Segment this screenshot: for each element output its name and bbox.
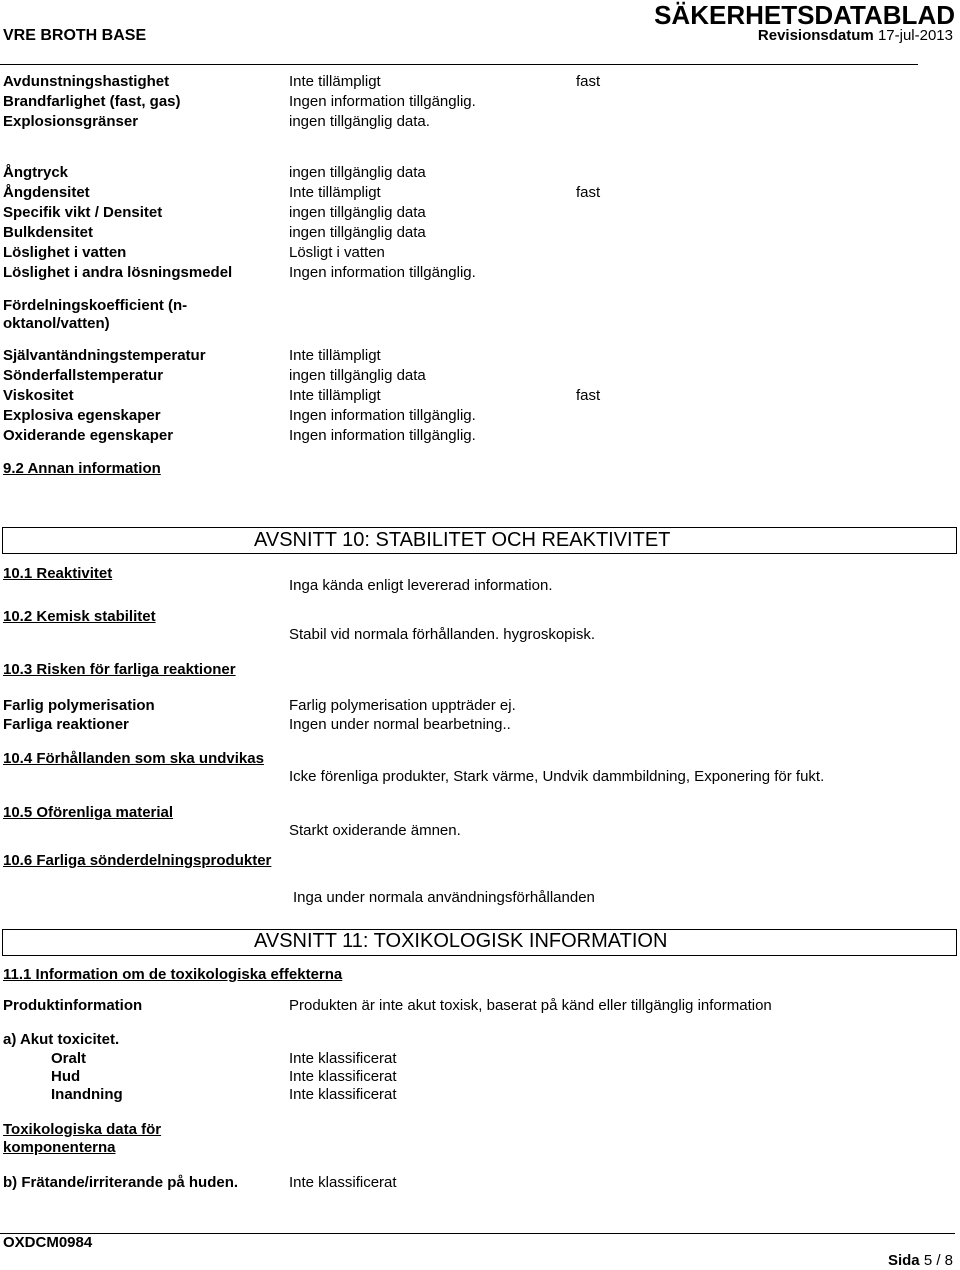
other-info-heading: 9.2 Annan information [3, 460, 161, 477]
prop-extra: fast [576, 73, 601, 90]
prop-label: Bulkdensitet [3, 224, 94, 241]
partition-coefficient-label: Fördelningskoefficient (n- [3, 297, 188, 314]
prop-value: Inte tillämpligt [289, 387, 381, 404]
page-number [888, 1252, 953, 1270]
prop-label: Explosionsgränser [3, 113, 139, 130]
route-label: Inandning [51, 1086, 123, 1103]
prop-label: Specifik vikt / Densitet [3, 204, 163, 221]
section11-title: AVSNITT 11: TOXIKOLOGISK INFORMATION [254, 930, 668, 952]
section10-title: AVSNITT 10: STABILITET OCH REAKTIVITET [254, 529, 671, 551]
stability-text: Stabil vid normala förhållanden. hygroskopisk. [289, 626, 595, 643]
route-label: Hud [51, 1068, 81, 1085]
prop-value: Inte tillämpligt [289, 347, 381, 364]
prop-value: Ingen information tillgänglig. [289, 407, 476, 424]
conditions-avoid-text: Icke förenliga produkter, Stark värme, Undvik dammbildning, Exponering för fukt. [289, 768, 825, 785]
document-code: OXDCM0984 [3, 1234, 93, 1251]
product-info-label: Produktinformation [3, 997, 143, 1014]
prop-label: Självantändningstemperatur [3, 347, 206, 364]
document-title: SÄKERHETSDATABLAD [654, 0, 955, 30]
prop-value: ingen tillgänglig data [289, 204, 426, 221]
prop-extra: fast [576, 184, 601, 201]
incompatible-materials-heading: 10.5 Oförenliga material [3, 804, 174, 821]
stability-heading: 10.2 Kemisk stabilitet [3, 608, 156, 625]
route-value: Inte klassificerat [289, 1068, 397, 1085]
prop-label: Sönderfallstemperatur [3, 367, 164, 384]
component-data-heading-cont: komponenterna [3, 1139, 116, 1156]
prop-value: ingen tillgänglig data [289, 164, 426, 181]
polymerisation-text: Farlig polymerisation uppträder ej. [289, 697, 516, 714]
component-data-heading: Toxikologiska data för [3, 1121, 162, 1138]
prop-value: Lösligt i vatten [289, 244, 385, 261]
polymerisation-label: Farlig polymerisation [3, 697, 155, 714]
prop-value: Inte tillämpligt [289, 73, 381, 90]
prop-extra: fast [576, 387, 601, 404]
header-divider [0, 64, 918, 65]
prop-label: Oxiderande egenskaper [3, 427, 174, 444]
skin-corrosion-label: b) Frätande/irriterande på huden. [3, 1174, 239, 1191]
conditions-avoid-heading: 10.4 Förhållanden som ska undvikas [3, 750, 264, 767]
prop-value: Ingen information tillgänglig. [289, 93, 476, 110]
toxicological-effects-heading: 11.1 Information om de toxikologiska effekterna [3, 966, 343, 983]
product-info-text: Produkten är inte akut toxisk, baserat på känd eller tillgänglig information [289, 997, 772, 1014]
decomposition-products-heading: 10.6 Farliga sönderdelningsprodukter [3, 852, 272, 869]
incompatible-materials-text: Starkt oxiderande ämnen. [289, 822, 461, 839]
page-value: 5 / 8 [923, 1252, 953, 1269]
prop-label: Ångtryck [3, 164, 69, 181]
footer-divider [0, 1233, 955, 1234]
prop-label: Löslighet i vatten [3, 244, 127, 261]
prop-value: Ingen information tillgänglig. [289, 427, 476, 444]
acute-toxicity-label: a) Akut toxicitet. [3, 1031, 120, 1048]
reactivity-text: Inga kända enligt levererad information. [289, 577, 553, 594]
reactivity-heading: 10.1 Reaktivitet [3, 565, 113, 582]
route-value: Inte klassificerat [289, 1086, 397, 1103]
prop-label: Viskositet [3, 387, 74, 404]
skin-corrosion-value: Inte klassificerat [289, 1174, 397, 1191]
prop-label: Explosiva egenskaper [3, 407, 161, 424]
prop-label: Löslighet i andra lösningsmedel [3, 264, 233, 281]
route-value: Inte klassificerat [289, 1050, 397, 1067]
revision-date-line [758, 27, 953, 45]
prop-value: ingen tillgänglig data [289, 367, 426, 384]
hazardous-reactions-label: Farliga reaktioner [3, 716, 129, 733]
decomposition-products-text: Inga under normala användningsförhållanden [293, 889, 595, 906]
partition-coefficient-label-cont: oktanol/vatten) [3, 315, 110, 332]
prop-value: ingen tillgänglig data. [289, 113, 430, 130]
revision-date: 17-jul-2013 [877, 27, 953, 44]
page-label: Sida [887, 1252, 920, 1269]
hazardous-reactions-text: Ingen under normal bearbetning.. [289, 716, 511, 733]
prop-value: ingen tillgänglig data [289, 224, 426, 241]
product-name: VRE BROTH BASE [3, 27, 147, 44]
prop-value: Inte tillämpligt [289, 184, 381, 201]
prop-label: Avdunstningshastighet [3, 73, 170, 90]
prop-value: Ingen information tillgänglig. [289, 264, 476, 281]
hazard-reactions-heading: 10.3 Risken för farliga reaktioner [3, 661, 236, 678]
prop-label: Brandfarlighet (fast, gas) [3, 93, 181, 110]
revision-label: Revisionsdatum [757, 27, 874, 44]
prop-label: Ångdensitet [3, 184, 90, 201]
route-label: Oralt [51, 1050, 87, 1067]
